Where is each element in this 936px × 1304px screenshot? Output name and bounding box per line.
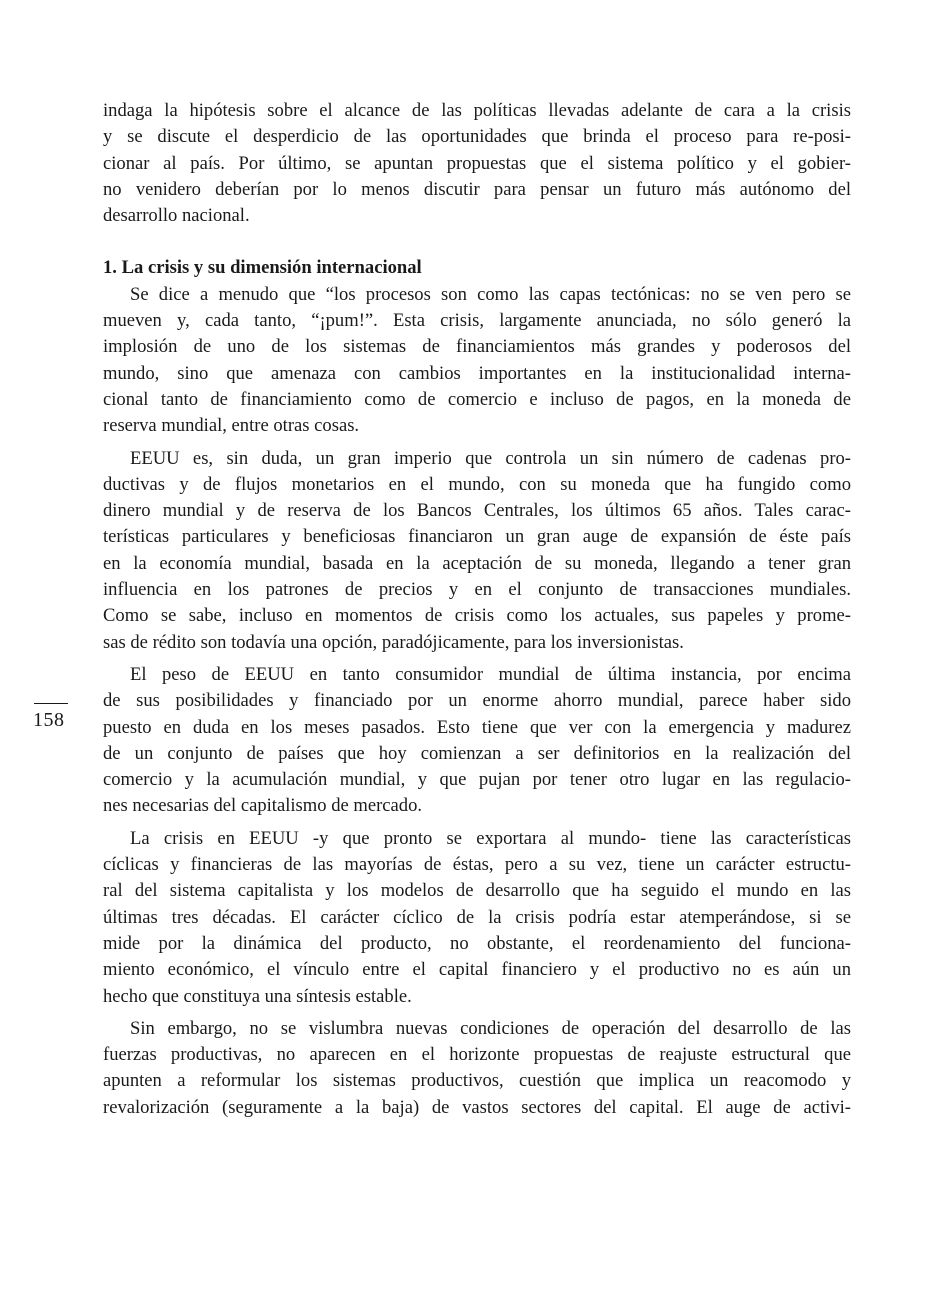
- text-line: Se dice a menudo que “los procesos son como las capas tectónicas: no se ven pero se: [130, 283, 851, 305]
- text-line: y se discute el desperdicio de las oportunidades que brinda el proceso para re-posi-: [103, 126, 851, 148]
- text-line: Sin embargo, no se vislumbra nuevas condiciones de operación del desarrollo de las: [130, 1017, 851, 1039]
- paragraph-5: [103, 1016, 851, 1121]
- text-line: nes necesarias del capitalismo de mercado.: [103, 795, 423, 817]
- text-line: mide por la dinámica del producto, no obstante, el reordenamiento del funciona-: [103, 932, 851, 954]
- text-line: no venidero deberían por lo menos discutir para pensar un futuro más autónomo del: [103, 178, 851, 200]
- text-line: El peso de EEUU en tanto consumidor mundial de última instancia, por encima: [130, 663, 851, 685]
- text-line: ral del sistema capitalista y los modelos de desarrollo que ha seguido el mundo en las: [103, 880, 851, 902]
- text-line: implosión de uno de los sistemas de financiamientos más grandes y poderosos del: [103, 336, 851, 358]
- text-line: hecho que constituya una síntesis estable.: [103, 985, 412, 1007]
- text-line: ductivas y de flujos monetarios en el mundo, con su moneda que ha fungido como: [103, 473, 851, 495]
- text-line: miento económico, el vínculo entre el capital financiero y el productivo no es aún un: [103, 959, 851, 981]
- text-line: fuerzas productivas, no aparecen en el horizonte propuestas de reajuste estructural que: [103, 1044, 851, 1066]
- text-line: últimas tres décadas. El carácter cíclico de la crisis podría estar atemperándose, si se: [103, 906, 851, 928]
- text-line: desarrollo nacional.: [103, 205, 250, 227]
- text-line: reserva mundial, entre otras cosas.: [103, 415, 360, 437]
- intro-paragraph: [103, 98, 851, 229]
- text-line: de sus posibilidades y financiado por un enorme ahorro mundial, parece haber sido: [103, 690, 851, 712]
- text-line: influencia en los patrones de precios y en el conjunto de transacciones mundiales.: [103, 579, 851, 601]
- paragraph-4: [103, 826, 851, 1010]
- text-line: dinero mundial y de reserva de los Bancos Centrales, los últimos 65 años. Tales carac-: [103, 500, 851, 522]
- text-line: mundo, sino que amenaza con cambios importantes en la institucionalidad interna-: [103, 362, 851, 384]
- text-line: La crisis en EEUU -y que pronto se exportara al mundo- tiene las características: [130, 827, 851, 849]
- paragraph-3: [103, 662, 851, 820]
- text-line: de un conjunto de países que hoy comienzan a ser definitorios en la realización del: [103, 742, 851, 764]
- text-line: cionar al país. Por último, se apuntan propuestas que el sistema político y el gobier-: [103, 152, 851, 174]
- text-line: cíclicas y financieras de las mayorías de éstas, pero a su vez, tiene un carácter estructu-: [103, 854, 851, 876]
- text-line: terísticas particulares y beneficiosas financiaron un gran auge de expansión de éste país: [103, 526, 851, 548]
- section-heading: 1. La crisis y su dimensión internacional: [103, 257, 422, 279]
- text-line: puesto en duda en los meses pasados. Esto tiene que ver con la emergencia y madurez: [103, 716, 851, 738]
- text-line: apunten a reformular los sistemas productivos, cuestión que implica un reacomodo y: [103, 1070, 851, 1092]
- text-line: mueven y, cada tanto, “¡pum!”. Esta crisis, largamente anunciada, no sólo generó la: [103, 310, 851, 332]
- text-line: cional tanto de financiamiento como de comercio e incluso de pagos, en la moneda de: [103, 388, 851, 410]
- paragraph-1: [103, 282, 851, 440]
- text-line: Como se sabe, incluso en momentos de crisis como los actuales, sus papeles y prome-: [103, 605, 851, 627]
- text-line: EEUU es, sin duda, un gran imperio que controla un sin número de cadenas pro-: [130, 447, 851, 469]
- text-line: comercio y la acumulación mundial, y que pujan por tener otro lugar en las regulacio-: [103, 769, 851, 791]
- text-line: indaga la hipótesis sobre el alcance de las políticas llevadas adelante de cara a la crisis: [103, 100, 851, 121]
- page-number-rule: [34, 703, 68, 704]
- text-line: sas de rédito son todavía una opción, paradójicamente, para los inversionistas.: [103, 631, 684, 653]
- paragraph-2: [103, 446, 851, 656]
- text-line: en la economía mundial, basada en la aceptación de su moneda, llegando a tener gran: [103, 552, 851, 574]
- text-line: revalorización (seguramente a la baja) de vastos sectores del capital. El auge de activi-: [103, 1096, 851, 1118]
- page-number: 158: [33, 709, 65, 731]
- page-body: [103, 98, 851, 1121]
